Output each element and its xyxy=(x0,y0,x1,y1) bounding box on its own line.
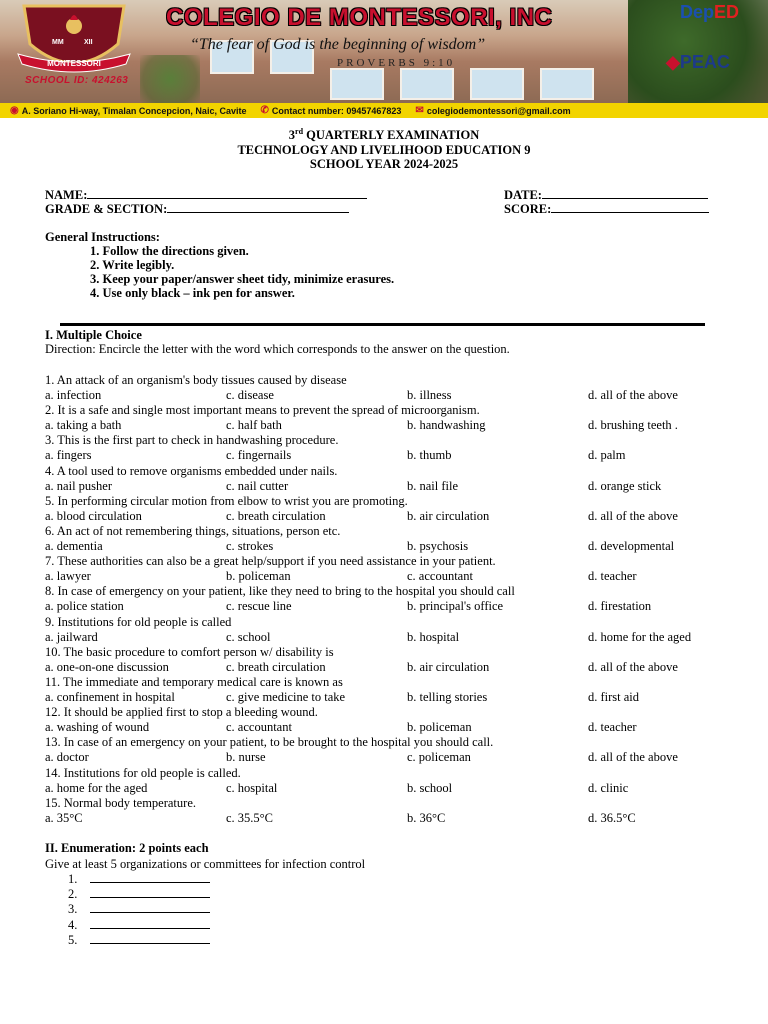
answer-option[interactable]: d. clinic xyxy=(588,780,629,795)
answer-option[interactable]: d. first aid xyxy=(588,690,640,704)
answer-option[interactable]: c. breath circulation xyxy=(226,508,326,523)
part2-heading: II. Enumeration: 2 points each xyxy=(45,841,209,855)
peac-logo: ◆PEAC xyxy=(666,52,730,72)
answer-option[interactable]: d. firestation xyxy=(588,599,652,614)
question-text: 12. It should be applied first to stop a bleeding wound. xyxy=(45,705,318,720)
answer-option[interactable]: a. lawyer xyxy=(45,569,91,584)
contact-number: Contact number: 09457467823 xyxy=(271,105,402,116)
answer-option[interactable]: a. nail pusher xyxy=(45,478,112,493)
question-text: 9. Institutions for old people is called xyxy=(45,614,232,629)
answer-option[interactable]: c. give medicine to take xyxy=(226,690,346,704)
svg-text:XII: XII xyxy=(84,39,93,46)
answer-option[interactable]: c. 35.5°C xyxy=(226,810,274,825)
answer-option[interactable]: a. dementia xyxy=(45,539,103,553)
answer-option[interactable]: a. taking a bath xyxy=(45,418,122,433)
answer-option[interactable]: c. rescue line xyxy=(226,599,292,614)
answer-option[interactable]: d. teacher xyxy=(588,569,637,584)
enumeration-item[interactable]: 2. xyxy=(68,887,210,902)
contact-bar xyxy=(0,103,768,118)
school-id: SCHOOL ID: 424263 xyxy=(25,75,129,86)
instruction-item: 4. Use only black – ink pen for answer. xyxy=(90,286,295,300)
question-text: 3. This is the first part to check in handwashing procedure. xyxy=(45,433,339,448)
email-address: colegiodemontessori@gmail.com xyxy=(426,105,571,116)
deped-logo: DepED xyxy=(680,2,740,22)
exam-title: 3rd QUARTERLY EXAMINATION xyxy=(288,127,480,143)
svg-text:MM: MM xyxy=(52,39,64,46)
answer-option[interactable]: d. brushing teeth . xyxy=(588,418,678,433)
grade-section-field[interactable]: GRADE & SECTION: xyxy=(45,202,349,217)
question-text: 7. These authorities can also be a great help/support if you need assistance in your patient. xyxy=(45,554,496,569)
answer-option[interactable]: c. accountant xyxy=(407,569,473,584)
question-text: 6. An act of not remembering things, situations, person etc. xyxy=(45,524,341,538)
answer-option[interactable]: a. blood circulation xyxy=(45,508,142,523)
instruction-item: 1. Follow the directions given. xyxy=(90,244,249,258)
answer-option[interactable]: b. psychosis xyxy=(407,539,469,553)
answer-option[interactable]: a. 35°C xyxy=(45,810,83,825)
answer-option[interactable]: d. palm xyxy=(588,448,626,463)
answer-option[interactable]: c. breath circulation xyxy=(226,659,326,674)
svg-text:MONTESSORI: MONTESSORI xyxy=(47,59,101,68)
answer-option[interactable]: a. jailward xyxy=(45,629,98,644)
answer-option[interactable]: a. one-on-one discussion xyxy=(45,659,169,674)
address-text: A. Soriano Hi-way, Timalan Concepcion, Naic, Cavite xyxy=(21,105,247,116)
motto-verse: PROVERBS 9:10 xyxy=(337,57,456,69)
question-text: 1. An attack of an organism's body tissues caused by disease xyxy=(45,373,347,387)
answer-option[interactable]: d. all of the above xyxy=(588,750,678,765)
answer-blank[interactable] xyxy=(90,882,210,883)
question-text: 15. Normal body temperature. xyxy=(45,795,196,810)
answer-option[interactable]: c. half bath xyxy=(226,418,282,433)
email-item xyxy=(401,105,570,116)
answer-option[interactable]: c. policeman xyxy=(407,750,471,765)
answer-option[interactable]: b. policeman xyxy=(407,720,472,735)
answer-option[interactable]: b. illness xyxy=(407,388,452,402)
answer-blank[interactable] xyxy=(90,943,210,944)
answer-option[interactable]: b. 36°C xyxy=(407,810,446,825)
building-window xyxy=(400,68,454,100)
question-text: 11. The immediate and temporary medical care is known as xyxy=(45,675,343,689)
school-name: COLEGIO DE MONTESSORI, INC xyxy=(166,4,553,31)
enumeration-item[interactable]: 5. xyxy=(68,933,210,948)
question-text: 5. In performing circular motion from elbow to wrist you are promoting. xyxy=(45,493,408,508)
question-text: 10. The basic procedure to comfort person w/ disability is xyxy=(45,644,334,659)
question-text: 4. A tool used to remove organisms embedded under nails. xyxy=(45,463,338,478)
question-text: 14. Institutions for old people is called. xyxy=(45,765,241,780)
part2-direction: Give at least 5 organizations or committees for infection control xyxy=(45,857,366,871)
answer-option[interactable]: b. thumb xyxy=(407,448,452,463)
answer-option[interactable]: b. policeman xyxy=(226,569,291,584)
answer-option[interactable]: a. fingers xyxy=(45,448,92,463)
question-text: 2. It is a safe and single most important means to prevent the spread of microorganism. xyxy=(45,403,480,418)
enumeration-item[interactable]: 1. xyxy=(68,872,210,887)
school-motto: “The fear of God is the beginning of wisdom” xyxy=(190,36,486,53)
divider-line xyxy=(60,323,705,326)
answer-option[interactable]: b. handwashing xyxy=(407,418,486,433)
answer-option[interactable]: d. developmental xyxy=(588,539,675,553)
answer-option[interactable]: d. orange stick xyxy=(588,478,662,493)
score-field[interactable]: SCORE: xyxy=(504,202,709,217)
answer-option[interactable]: b. telling stories xyxy=(407,690,488,704)
answer-option[interactable]: d. all of the above xyxy=(588,508,678,523)
answer-option[interactable]: b. school xyxy=(407,780,453,795)
enumeration-item[interactable]: 3. xyxy=(68,902,210,917)
address-item xyxy=(0,105,246,116)
answer-option[interactable]: d. 36.5°C xyxy=(588,810,636,825)
answer-option[interactable]: c. fingernails xyxy=(226,448,292,463)
instruction-item: 3. Keep your paper/answer sheet tidy, minimize erasures. xyxy=(90,272,395,286)
answer-option[interactable]: c. school xyxy=(226,629,271,644)
answer-option[interactable]: d. teacher xyxy=(588,720,637,735)
answer-option[interactable]: d. all of the above xyxy=(588,388,678,402)
part1-heading: I. Multiple Choice xyxy=(45,328,142,342)
building-window xyxy=(470,68,524,100)
building-window xyxy=(540,68,594,100)
answer-option[interactable]: b. hospital xyxy=(407,629,460,644)
question-text: 13. In case of an emergency on your patient, to be brought to the hospital you should call. xyxy=(45,735,494,750)
answer-option[interactable]: d. all of the above xyxy=(588,659,678,674)
answer-option[interactable]: c. disease xyxy=(226,388,274,402)
building-window xyxy=(330,68,384,100)
school-year: SCHOOL YEAR 2024-2025 xyxy=(309,157,459,171)
question-text: 8. In case of emergency on your patient, like they need to bring to the hospital you should call xyxy=(45,584,515,599)
email-icon: ✉ xyxy=(415,105,424,116)
enumeration-item[interactable]: 4. xyxy=(68,918,210,933)
answer-option[interactable]: a. home for the aged xyxy=(45,780,148,795)
date-field[interactable]: DATE: xyxy=(504,188,708,203)
answer-option[interactable]: c. strokes xyxy=(226,539,274,553)
name-field[interactable]: NAME: xyxy=(45,188,367,203)
part1-direction: Direction: Encircle the letter with the word which corresponds to the answer on the question. xyxy=(45,342,510,356)
school-crest-logo xyxy=(14,4,134,84)
answer-option[interactable]: b. air circulation xyxy=(407,508,490,523)
answer-blank[interactable] xyxy=(90,912,210,913)
answer-option[interactable]: d. home for the aged xyxy=(588,629,692,644)
answer-blank[interactable] xyxy=(90,928,210,929)
answer-option[interactable]: c. hospital xyxy=(226,780,278,795)
answer-option[interactable]: a. infection xyxy=(45,388,102,402)
answer-option[interactable]: b. nail file xyxy=(407,478,459,493)
exam-subject: TECHNOLOGY AND LIVELIHOOD EDUCATION 9 xyxy=(237,143,531,157)
answer-option[interactable]: a. confinement in hospital xyxy=(45,690,175,704)
tree-foliage xyxy=(140,55,200,103)
answer-option[interactable]: a. doctor xyxy=(45,750,89,765)
letterhead-banner xyxy=(0,0,768,103)
answer-option[interactable]: c. nail cutter xyxy=(226,478,289,493)
instruction-item: 2. Write legibly. xyxy=(90,258,175,272)
answer-blank[interactable] xyxy=(90,897,210,898)
answer-option[interactable]: b. principal's office xyxy=(407,599,504,614)
answer-option[interactable]: b. nurse xyxy=(226,750,266,765)
answer-option[interactable]: a. police station xyxy=(45,599,124,614)
instructions-heading: General Instructions: xyxy=(45,230,160,244)
answer-option[interactable]: a. washing of wound xyxy=(45,720,150,735)
phone-item xyxy=(246,105,401,116)
answer-option[interactable]: b. air circulation xyxy=(407,659,490,674)
location-pin-icon: ◉ xyxy=(10,105,19,116)
phone-icon: ✆ xyxy=(260,105,269,116)
answer-option[interactable]: c. accountant xyxy=(226,720,292,735)
